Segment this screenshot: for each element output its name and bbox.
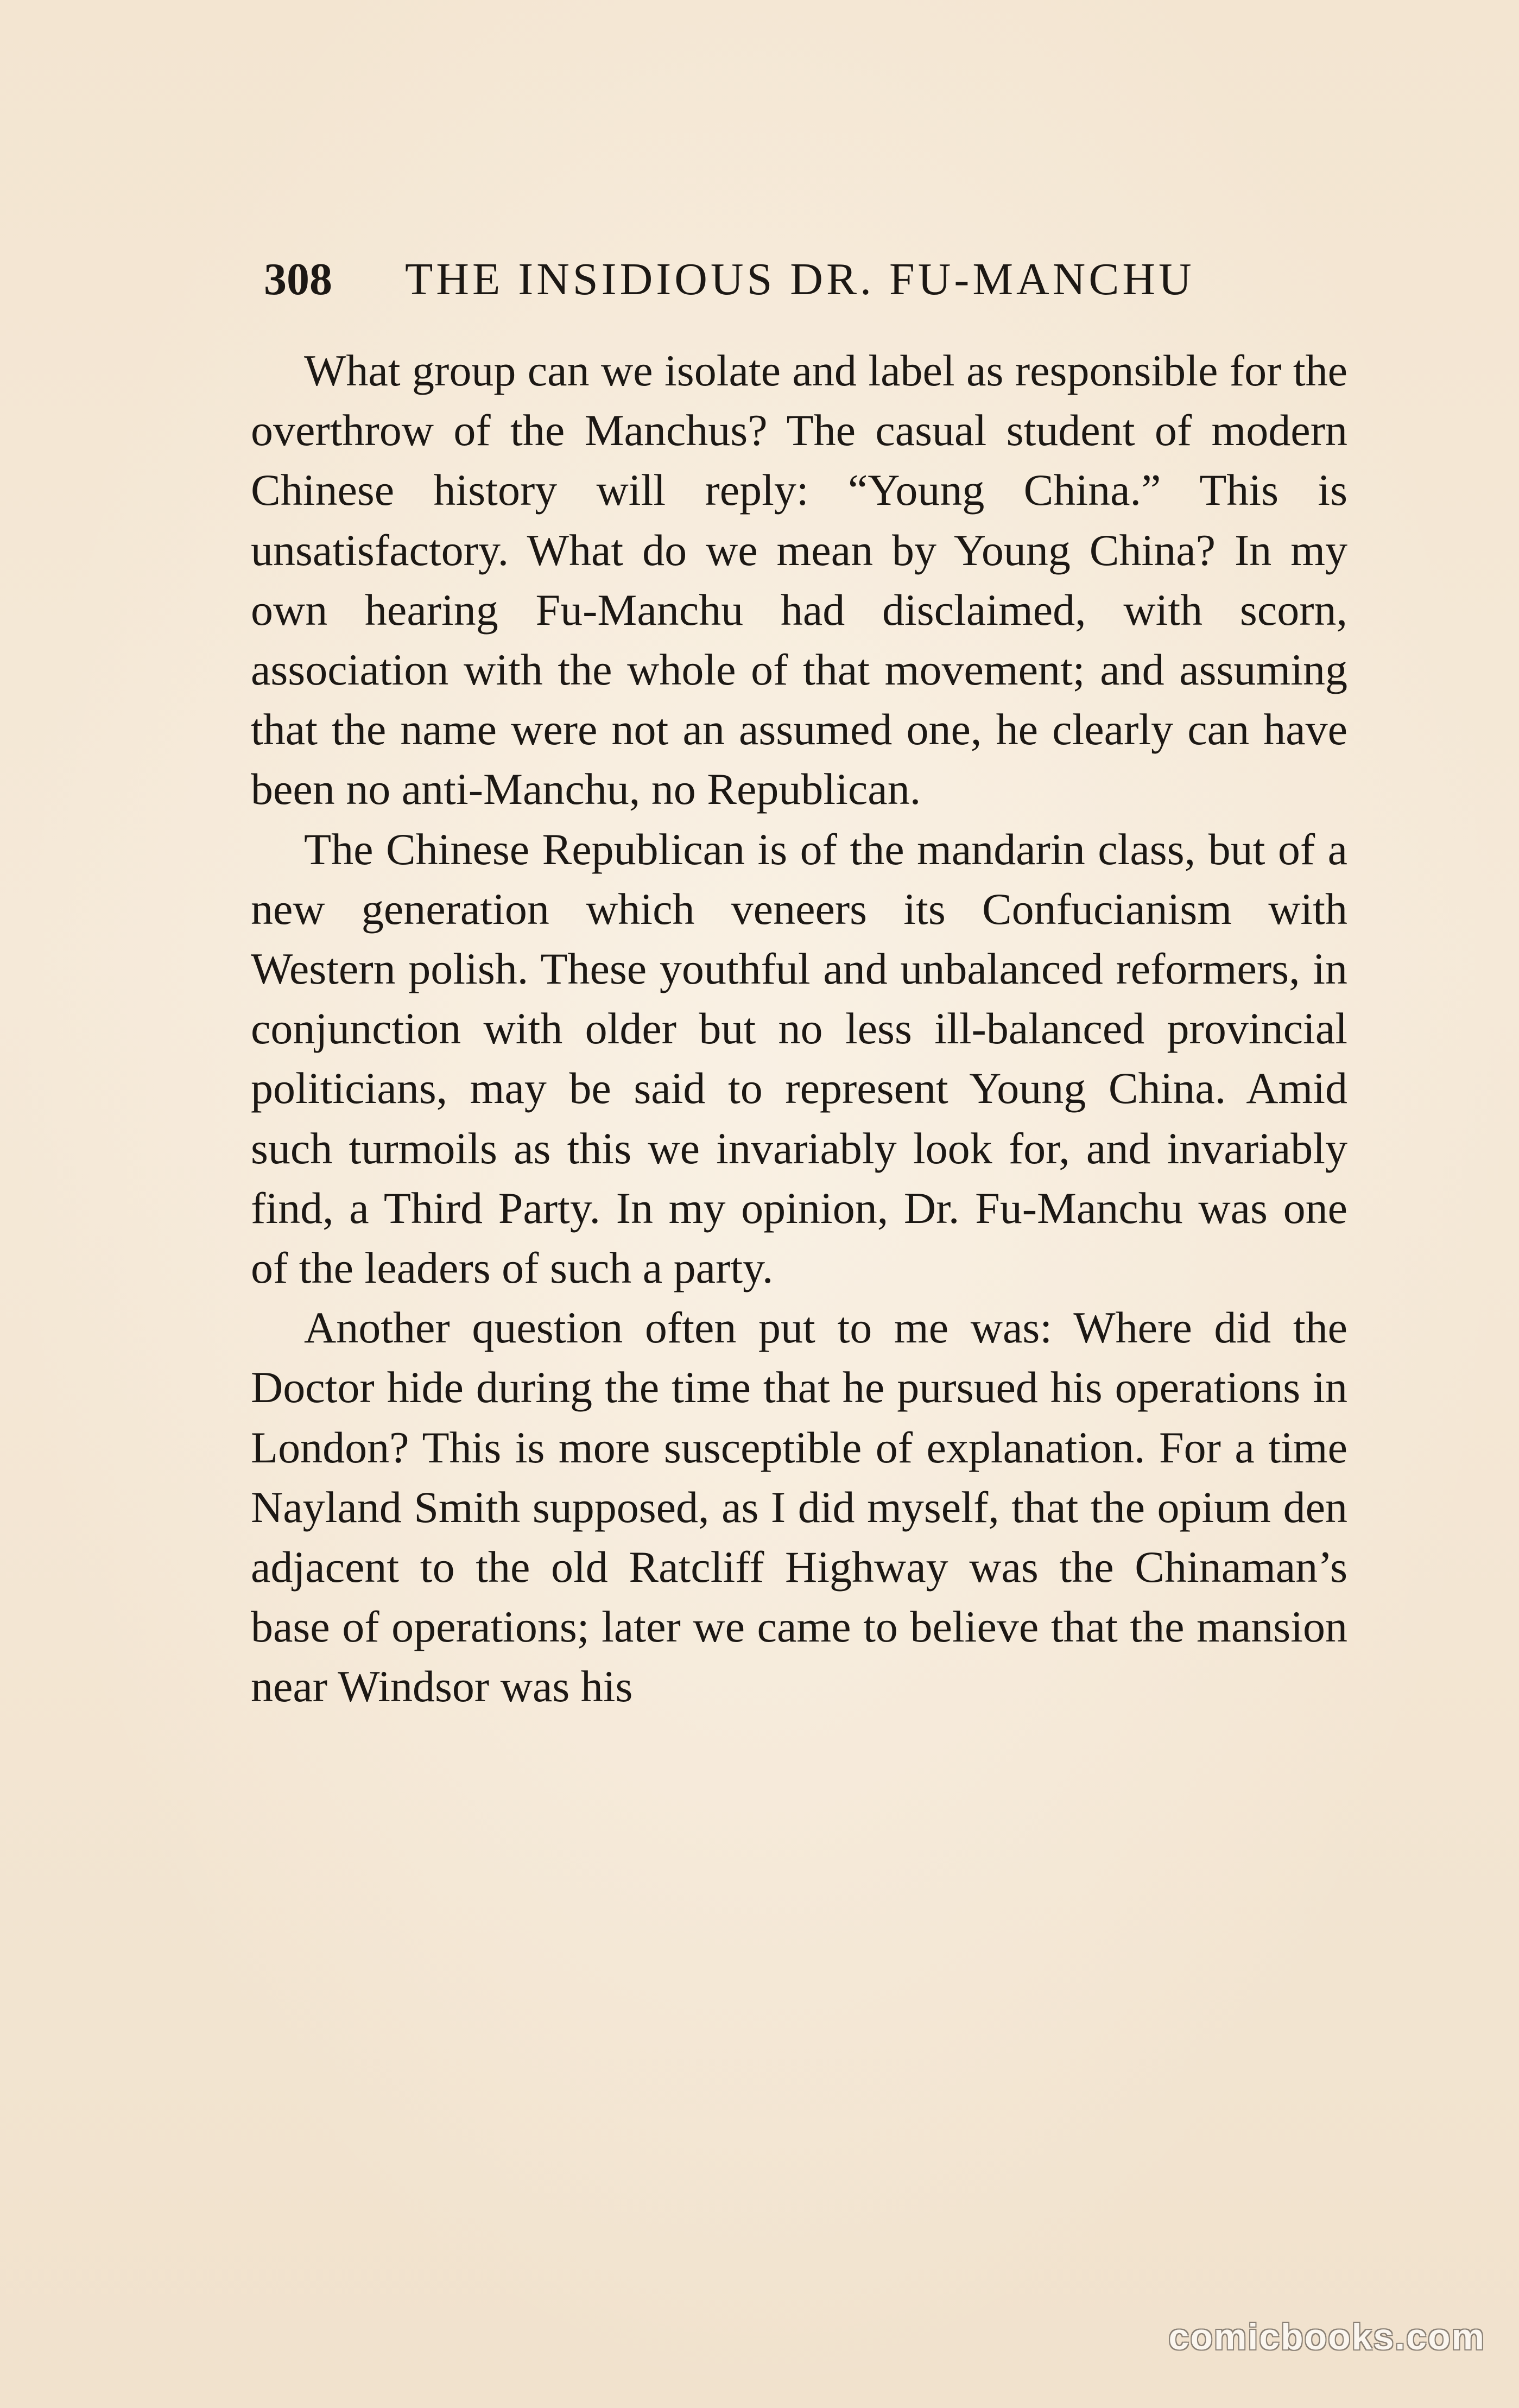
watermark: comicbooks.com: [1168, 2316, 1485, 2358]
body-text: [251, 341, 1347, 1717]
paragraph-3: Another question often put to me was: Where did the Doctor hide during the time that he pursued his operations in London? This is more susceptible of explanation. For a time Nayland Smith supposed, as I did myself, that the opium den adjacent to the old Ratcliff Highway was the Chinaman’s base of operations; later we came to believe that the mansion near Windsor was his: [251, 1303, 1347, 1712]
paragraph-2: The Chinese Republican is of the mandarin class, but of a new generation which veneers its Confucianism with Western polish. These youthful and unbalanced reformers, in conjunction with older but no less ill-balanced provincial politicians, may be said to represent Young China. Amid such turmoils as this we invariably look for, and invariably find, a Third Party. In my opinion, Dr. Fu-Manchu was one of the leaders of such a party.: [251, 824, 1347, 1293]
page-number: 308: [264, 254, 332, 305]
paragraph-1: What group can we isolate and label as responsible for the overthrow of the Manchus? The casual student of modern Chinese history will reply: “Young China.” This is unsatisfactory. What do we mean by Young China? In my own hearing Fu-Manchu had disclaimed, with scorn, association with the whole of that movement; and assuming that the name were not an assumed one, he clearly can have been no anti-Manchu, no Republican.: [251, 346, 1347, 814]
running-head: [264, 247, 1295, 312]
book-title: THE INSIDIOUS DR. FU-MANCHU: [405, 254, 1195, 305]
